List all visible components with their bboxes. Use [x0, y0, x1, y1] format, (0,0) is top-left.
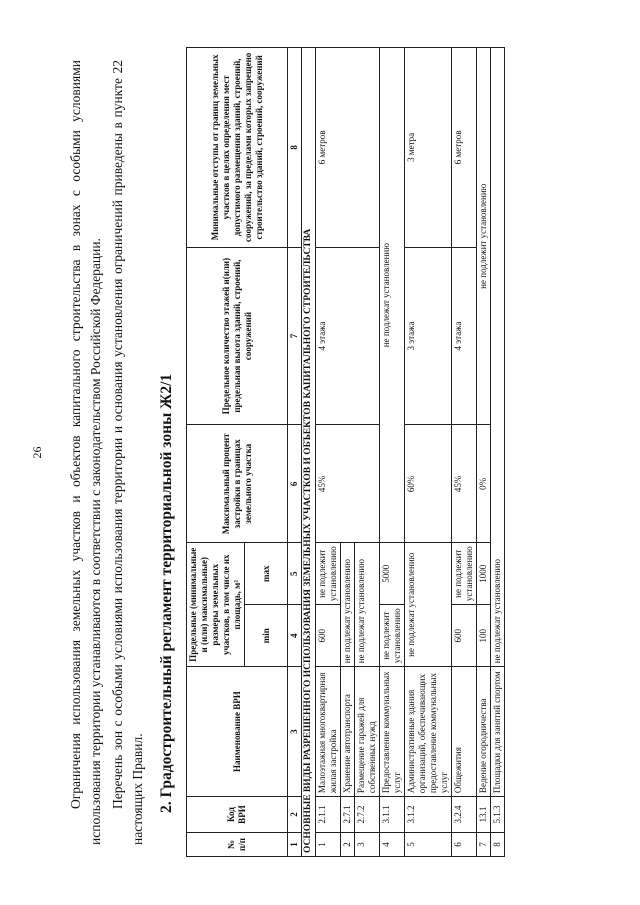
row-setback: 6 метров: [452, 48, 477, 248]
row-code: 3.1.1: [380, 797, 405, 833]
section-row: [302, 48, 316, 857]
header-num: № п/п: [187, 833, 288, 857]
row-code: 3.1.2: [405, 797, 452, 833]
table-row: [452, 48, 477, 857]
header-max: max: [245, 543, 288, 605]
row-name: Ведение огородничества: [477, 667, 491, 797]
row-min: не подлежит установлению: [380, 605, 405, 667]
row-num: 5: [405, 833, 452, 857]
table-row: [477, 48, 491, 857]
row-code: 3.2.4: [452, 797, 477, 833]
row-code: 2.7.2: [355, 797, 380, 833]
header-min: min: [245, 605, 288, 667]
row-code: 5.1.3: [491, 797, 505, 833]
header-setback: Минимальные отступы от границ земельных участков в целях определения мест допустимого размещения зданий, строений, сооружений, за пределами которых запрещено строительство зданий, строений, сооружений: [187, 48, 288, 248]
header-row: [187, 48, 245, 857]
row-min: 600: [316, 605, 341, 667]
regulation-table: [186, 47, 505, 857]
row-name: Общежития: [452, 667, 477, 797]
row-code: 2.1.1: [316, 797, 341, 833]
col-number: 7: [288, 247, 302, 425]
row-params-merged: не подлежит установлению: [477, 48, 491, 425]
page-number: 26: [30, 446, 44, 459]
row-setback: 6 метров: [316, 48, 380, 248]
col-number: 2: [288, 797, 302, 833]
table-row: [491, 48, 505, 857]
row-num: 1: [316, 833, 341, 857]
header-percent: Максимальный процент застройки в границах земельного участка: [187, 425, 288, 543]
row-num: 3: [355, 833, 380, 857]
row-name: Малоэтажная многоквартирная жилая застройка: [316, 667, 341, 797]
col-number: 3: [288, 667, 302, 797]
row-num: 8: [491, 833, 505, 857]
row-area-merged: не подлежат установлению: [405, 543, 452, 667]
row-area-merged: не подлежат установлению: [355, 543, 380, 667]
col-number: 5: [288, 543, 302, 605]
row-max: 5000: [380, 543, 405, 605]
table-row: [380, 48, 405, 857]
section-heading: 2. Градостроительный регламент территориальной зоны Ж2/1: [158, 373, 175, 813]
row-name: Площадки для занятий спортом: [491, 667, 505, 797]
table-row: [405, 48, 452, 857]
row-floors: 4 этажа: [452, 247, 477, 425]
row-name: Размещение гаражей для собственных нужд: [355, 667, 380, 797]
row-name: Административные здания организаций, обеспечивающих предоставление коммунальных услуг: [405, 667, 452, 797]
header-name: Наименование ВРИ: [187, 667, 288, 797]
row-name: Хранение автотранспорта: [341, 667, 355, 797]
row-percent: 45%: [316, 425, 380, 543]
row-floors: 4 этажа: [316, 247, 380, 425]
row-percent: 0%: [477, 425, 491, 543]
row-max: 1000: [477, 543, 491, 605]
row-name: Предоставление коммунальных услуг: [380, 667, 405, 797]
row-num: 4: [380, 833, 405, 857]
row-num: 7: [477, 833, 491, 857]
row-percent: 60%: [405, 425, 452, 543]
header-floors: Предельное количество этажей и(или) предельная высота зданий, строений, сооружений: [187, 247, 288, 425]
header-area: Предельные (минимальные и (или) максимальные) размеры земельных участков, в том числе их площадь, м²: [187, 543, 245, 667]
row-floors: 3 этажа: [405, 247, 452, 425]
row-setback: 3 метра: [405, 48, 452, 248]
paragraph-zone-list: Перечень зон с особыми условиями использования территории и основания установления ограничений приведены в пункте 22 настоящих Правил.: [110, 60, 145, 845]
row-num: 6: [452, 833, 477, 857]
row-params-merged: не подлежат установлению: [380, 48, 405, 543]
column-number-row: [288, 48, 302, 857]
header-code: Код ВРИ: [187, 797, 288, 833]
row-code: 13.1: [477, 797, 491, 833]
row-percent: 45%: [452, 425, 477, 543]
row-num: 2: [341, 833, 355, 857]
row-max: не подлежит установлению: [452, 543, 477, 605]
col-number: 6: [288, 425, 302, 543]
section-title: ОСНОВНЫЕ ВИДЫ РАЗРЕШЕННОГО ИСПОЛЬЗОВАНИЯ ЗЕМЕЛЬНЫХ УЧАСТКОВ И ОБЪЕКТОВ КАПИТАЛЬНОГО СТРОИТЕЛЬСТВА: [302, 48, 316, 857]
paragraph-restrictions: Ограничения использования земельных участков и объектов капитального строительства в зонах с особыми условиями использования территории устанавливаются в соответствии с законодательством Российской Федерации.: [68, 60, 103, 845]
row-max: не подлежит установлению: [316, 543, 341, 605]
row-min: 600: [452, 605, 477, 667]
row-code: 2.7.1: [341, 797, 355, 833]
col-number: 4: [288, 605, 302, 667]
col-number: 8: [288, 48, 302, 248]
row-area-merged: не подлежат установлению: [341, 543, 355, 667]
col-number: 1: [288, 833, 302, 857]
row-min: 100: [477, 605, 491, 667]
row-all-merged: не подлежат установлению: [491, 48, 505, 667]
table-row: [316, 48, 341, 857]
